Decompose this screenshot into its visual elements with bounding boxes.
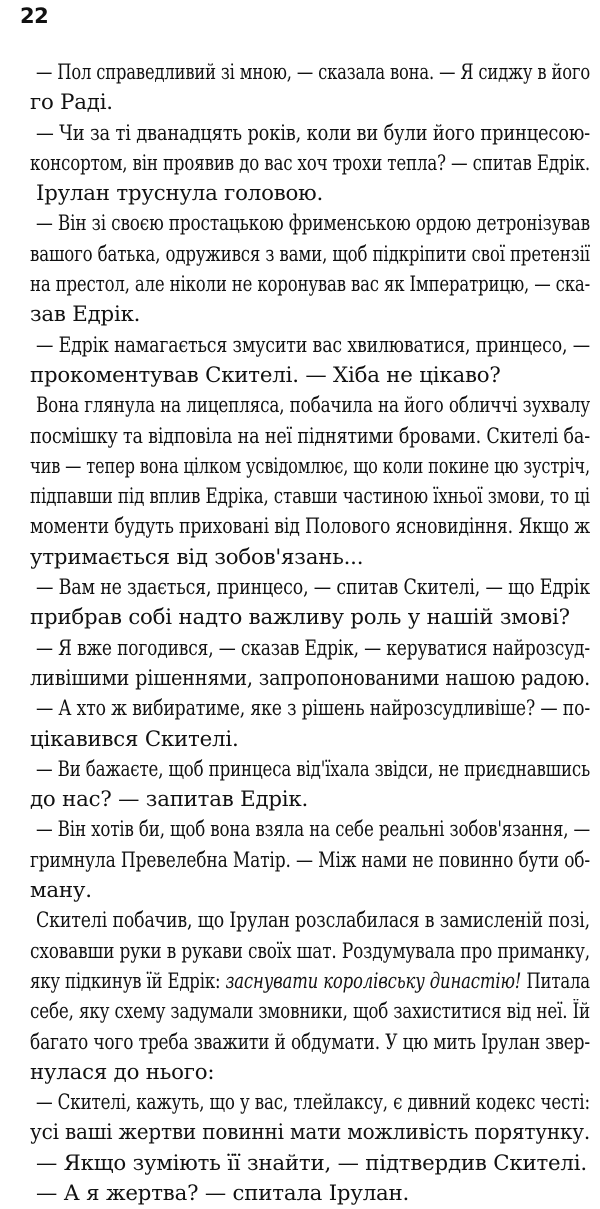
text-line: прокоментував Скителі. — Хіба не цікаво? xyxy=(30,362,501,388)
text-line xyxy=(30,937,590,967)
text-line xyxy=(30,512,590,542)
line-fit: ливішими рішеннями, запропонованими нашою радою. xyxy=(30,665,590,691)
text-line xyxy=(30,634,590,664)
text-line xyxy=(30,119,590,149)
text-line: цікавився Скителі. xyxy=(30,726,239,752)
text-line: утримається від зобов'язань... xyxy=(30,544,364,570)
line-fit: чив — тепер вона цілком усвідомлює, що коли покине цю зустріч, xyxy=(30,453,590,479)
text-line xyxy=(30,58,590,88)
text-line: — А я жертва? — спитала Ірулан. xyxy=(36,1180,410,1206)
line-fit: — Він хотів би, щоб вона взяла на себе реальні зобов'язання, — xyxy=(36,817,590,843)
line-fit: консортом, він проявив до вас хоч трохи тепла? — спитав Едрік. xyxy=(30,150,590,176)
page-body xyxy=(30,58,590,1209)
line-fit: на престол, але ніколи не коронував вас як Імператрицю, — ска- xyxy=(30,272,590,298)
text-line xyxy=(30,270,590,300)
text-line xyxy=(30,664,590,694)
text-line: зав Едрік. xyxy=(30,302,141,328)
line-fit: Скителі побачив, що Ірулан розслабилася в замисленій позі, xyxy=(36,908,590,934)
text-line xyxy=(30,209,590,239)
line-fit: сховавши руки в рукави своїх шат. Роздумувала про приманку, xyxy=(30,938,590,964)
line-fit: — А хто ж вибиратиме, яке з рішень найрозсудливіше? — по- xyxy=(36,696,590,722)
text-line: го Раді. xyxy=(30,90,113,116)
text-line xyxy=(30,1028,590,1058)
text-line: прибрав собі надто важливу роль у нашій змові? xyxy=(30,605,570,631)
line-fit: гримнула Превелебна Матір. — Між нами не повинно бути об- xyxy=(30,847,590,873)
text-line xyxy=(30,694,590,724)
italic-emphasis: заснувати королівську династію! xyxy=(225,968,522,994)
line-fit: усі ваші жертви повинні мати можливість порятунку. xyxy=(30,1120,590,1146)
line-fit: — Едрік намагається змусити вас хвилюватися, принцесо, — xyxy=(36,332,590,358)
text-line: Ірулан труснула головою. xyxy=(36,181,324,207)
text-line: — Якщо зуміють її знайти, — підтвердив Скителі. xyxy=(36,1150,587,1176)
line-fit: — Він зі своєю простацькою фрименською ордою детронізував xyxy=(36,211,590,237)
line-fit xyxy=(30,967,590,997)
text-line xyxy=(30,452,590,482)
text-line xyxy=(30,997,590,1027)
text-line xyxy=(30,422,590,452)
text-line xyxy=(30,482,590,512)
text-line xyxy=(30,906,590,936)
line-fit: підпавши під вплив Едріка, ставши частиною їхньої змови, то ці xyxy=(30,484,590,510)
line-fit: посмішку та відповіла на неї піднятими бровами. Скителі ба- xyxy=(30,423,590,449)
line-fit: — Чи за ті дванадцять років, коли ви були його принцесою- xyxy=(36,120,590,146)
text-line xyxy=(30,815,590,845)
line-fit: вашого батька, одружився з вами, щоб підкріпити свої претензії xyxy=(30,241,590,267)
text-line xyxy=(30,967,590,997)
text-line xyxy=(30,240,590,270)
text-line: ману. xyxy=(30,878,92,904)
text-line xyxy=(30,573,590,603)
text-line: до нас? — запитав Едрік. xyxy=(30,787,309,813)
text-line xyxy=(30,846,590,876)
text-line xyxy=(30,755,590,785)
page-number: 22 xyxy=(20,4,49,28)
text-line xyxy=(30,1118,590,1148)
line-fit: — Вам не здається, принцесо, — спитав Скителі, — що Едрік xyxy=(36,575,590,601)
line-fit: моменти будуть приховані від Полового ясновидіння. Якщо ж xyxy=(30,514,590,540)
line-fit: — Ви бажаєте, щоб принцеса від'їхала звідси, не приєднавшись xyxy=(36,756,590,782)
line-fit: — Я вже погодився, — сказав Едрік, — керуватися найрозсуд- xyxy=(36,635,590,661)
line-fit: Вона глянула на лицепляса, побачила на його обличчі зухвалу xyxy=(36,393,590,419)
text-segment: яку підкинув їй Едрік: xyxy=(30,968,226,994)
line-fit: — Скителі, кажуть, що у вас, тлейлаксу, є дивний кодекс честі: xyxy=(36,1090,590,1116)
text-line xyxy=(30,149,590,179)
line-fit: багато чого треба зважити й обдумати. У цю мить Ірулан звер- xyxy=(30,1029,590,1055)
text-segment: Питала xyxy=(521,968,590,994)
text-line xyxy=(30,1088,590,1118)
text-line xyxy=(30,331,590,361)
line-fit: — Пол справедливий зі мною, — сказала вона. — Я сиджу в його xyxy=(36,60,590,85)
text-line xyxy=(30,391,590,421)
text-line: нулася до нього: xyxy=(30,1059,215,1085)
line-fit: себе, яку схему задумали змовники, щоб захиститися від неї. Їй xyxy=(30,999,590,1025)
